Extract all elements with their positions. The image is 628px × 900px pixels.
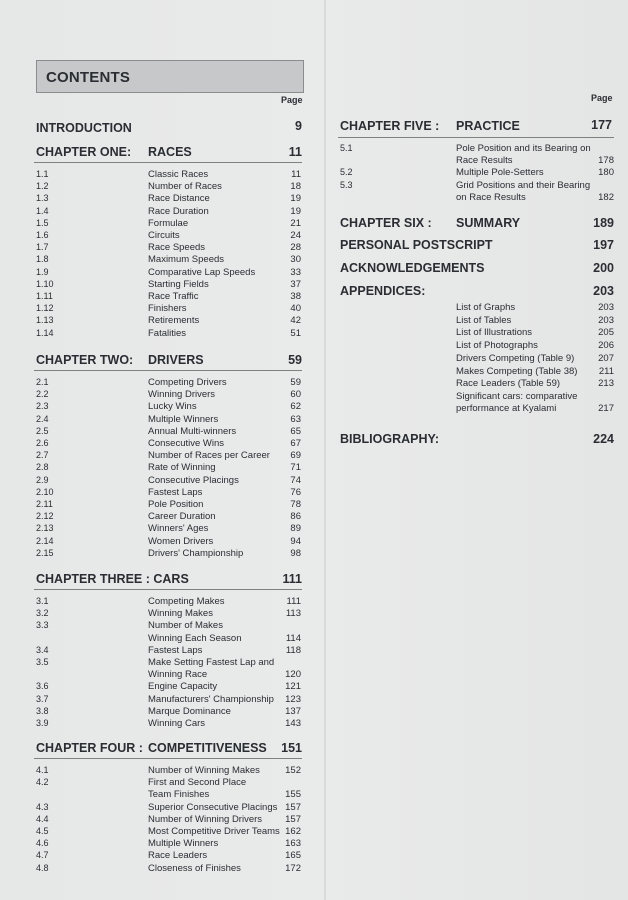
section-title: Race Speeds: [148, 242, 206, 254]
section-page: 162: [285, 826, 301, 837]
section-title: Number of Races: [148, 181, 222, 193]
section-title: Manufacturers' Championship: [148, 693, 274, 705]
section-number: 4.2: [36, 777, 49, 788]
section-number: 3.5: [36, 657, 49, 667]
section-number: 4.7: [36, 850, 49, 861]
section-title: Fastest Laps: [148, 486, 203, 498]
section-page: 163: [285, 838, 301, 850]
chapter-label: CHAPTER SIX :: [340, 216, 432, 230]
section-title: Competing Makes: [148, 596, 225, 607]
section-page: 28: [290, 242, 301, 254]
section-page: 62: [290, 401, 301, 413]
section-number: 2.5: [36, 425, 49, 436]
section-title: Pole Position and its Bearing on: [456, 143, 591, 154]
section-title: Retirements: [148, 315, 200, 327]
section-page: 21: [290, 217, 301, 229]
section-number: 3.1: [36, 596, 49, 606]
section-number: 5.1: [340, 143, 353, 153]
section-number: 2.15: [36, 547, 54, 558]
section-number: 1.4: [36, 205, 49, 216]
section-title: Pole Position: [148, 499, 204, 510]
section-number: 2.6: [36, 438, 49, 448]
section-page: 157: [285, 801, 301, 813]
section-title: Multiple Winners: [148, 838, 219, 850]
contents-heading-box: [36, 60, 304, 93]
section-page: 113: [285, 608, 301, 620]
section-page: 51: [290, 327, 301, 339]
chapter-page: 59: [288, 353, 302, 367]
section-page: 76: [290, 486, 301, 498]
section-page: 71: [290, 462, 301, 474]
section-page: 182: [598, 191, 614, 203]
section-page: 155: [285, 789, 301, 801]
section-title: Race Distance: [148, 193, 210, 205]
section-page: 67: [290, 438, 301, 449]
appendix-title: Race Leaders (Table 59): [456, 378, 561, 390]
section-page: 180: [598, 167, 614, 179]
appendix-page: 203: [598, 314, 614, 326]
section-page: 152: [285, 765, 301, 776]
section-number: 1.3: [36, 193, 49, 204]
section-page: 69: [290, 450, 301, 462]
section-title: Rate of Winning: [148, 462, 216, 474]
section-number: 2.3: [36, 401, 49, 412]
section-title: Winning Drivers: [148, 389, 216, 401]
section-title: Race Leaders: [148, 850, 208, 862]
section-title: Finishers: [148, 303, 187, 315]
chapter-page: 151: [281, 741, 302, 755]
section-page: 60: [290, 389, 301, 401]
appendix-title: Makes Competing (Table 38): [456, 365, 578, 377]
appendix-page: 203: [598, 302, 614, 313]
section-title: on Race Results: [456, 191, 526, 203]
appendix-title: List of Illustrations: [456, 327, 533, 339]
section-number: 2.11: [36, 499, 53, 509]
section-page: 24: [290, 230, 301, 241]
chapter-rule: [338, 137, 614, 138]
section-title: Winning Each Season: [148, 632, 242, 644]
chapter-rule: [34, 162, 302, 163]
chapter-page: 177: [591, 118, 612, 132]
postscript-page: 197: [593, 238, 614, 252]
section-title: Circuits: [148, 230, 180, 241]
section-page: 89: [290, 523, 301, 535]
section-number: 1.8: [36, 254, 49, 265]
section-title: Winning Cars: [148, 718, 206, 729]
section-page: 78: [290, 499, 301, 510]
chapter-rule: [34, 370, 302, 371]
appendix-title: List of Graphs: [456, 302, 516, 313]
section-number: 1.1: [36, 169, 49, 179]
appendices-label: APPENDICES:: [340, 284, 426, 298]
appendices-page: 203: [593, 284, 614, 298]
appendix-page: 213: [598, 378, 614, 390]
section-title: Competing Drivers: [148, 377, 227, 388]
section-title: Drivers' Championship: [148, 547, 244, 559]
section-title: Number of Winning Makes: [148, 765, 260, 776]
section-number: 2.12: [36, 511, 54, 522]
section-title: Classic Races: [148, 169, 209, 180]
section-page: 63: [290, 413, 301, 425]
section-title: Winning Makes: [148, 608, 213, 620]
chapter-label: CHAPTER ONE:: [36, 145, 132, 159]
section-title: First and Second Place: [148, 777, 247, 789]
section-number: 3.4: [36, 644, 49, 655]
chapter-rule: [34, 758, 302, 759]
section-page: 94: [290, 535, 301, 547]
bibliography-label: BIBLIOGRAPHY:: [340, 432, 440, 446]
section-title: Make Setting Fastest Lap and: [148, 657, 275, 668]
section-page: 98: [290, 547, 301, 559]
section-title: Annual Multi-winners: [148, 425, 237, 437]
page-column-header-right: Page: [591, 93, 613, 103]
chapter-label: CHAPTER TWO:: [36, 353, 134, 367]
section-page: 165: [285, 850, 301, 862]
section-title: Race Results: [456, 155, 513, 167]
section-number: 3.3: [36, 620, 49, 631]
section-number: 4.4: [36, 813, 49, 824]
chapter-page: 189: [593, 216, 614, 230]
appendix-title: Drivers Competing (Table 9): [456, 352, 575, 364]
introduction-label: INTRODUCTION: [36, 121, 132, 135]
page-column-header-left: Page: [281, 95, 303, 105]
section-number: 1.7: [36, 242, 49, 253]
section-number: 3.2: [36, 608, 49, 619]
page-fold: [324, 0, 326, 900]
section-page: 118: [285, 644, 301, 656]
section-number: 1.2: [36, 181, 49, 192]
section-title: Comparative Lap Speeds: [148, 266, 256, 278]
section-number: 4.5: [36, 826, 49, 836]
section-page: 33: [290, 266, 301, 278]
appendix-title: List of Tables: [456, 314, 512, 326]
section-title: Winning Race: [148, 669, 208, 681]
section-page: 19: [290, 205, 301, 217]
appendix-page: 211: [598, 365, 614, 377]
chapter-page: 111: [282, 572, 302, 586]
section-number: 2.8: [36, 462, 49, 473]
chapter-label: CHAPTER FOUR :: [36, 741, 143, 755]
section-number: 1.14: [36, 327, 54, 338]
chapter-title: PRACTICE: [456, 119, 520, 133]
bibliography-page: 224: [593, 432, 614, 446]
section-page: 37: [290, 278, 301, 290]
acknowledgements-label: ACKNOWLEDGEMENTS: [340, 261, 485, 275]
section-page: 178: [598, 155, 614, 167]
section-title: Race Duration: [148, 205, 209, 217]
section-title: Superior Consecutive Placings: [148, 801, 278, 813]
chapter-title: SUMMARY: [456, 216, 521, 230]
section-page: 59: [290, 377, 301, 388]
section-title: Fatalities: [148, 327, 187, 339]
appendix-title: performance at Kyalami: [456, 403, 557, 415]
postscript-label: PERSONAL POSTSCRIPT: [340, 238, 493, 252]
section-title: Career Duration: [148, 511, 216, 523]
section-number: 1.6: [36, 230, 49, 240]
section-title: Consecutive Placings: [148, 474, 239, 486]
section-number: 2.7: [36, 450, 49, 461]
section-title: Team Finishes: [148, 789, 210, 801]
section-number: 2.10: [36, 486, 54, 497]
section-number: 2.4: [36, 413, 49, 424]
section-number: 4.1: [36, 765, 49, 775]
appendix-title: List of Photographs: [456, 340, 538, 352]
section-page: 19: [290, 193, 301, 205]
section-page: 11: [291, 169, 301, 180]
section-number: 5.3: [340, 179, 353, 190]
section-page: 172: [285, 862, 301, 874]
section-title: Closeness of Finishes: [148, 862, 241, 874]
acknowledgements-page: 200: [593, 261, 614, 275]
section-page: 121: [285, 681, 301, 693]
section-number: 3.8: [36, 705, 49, 716]
section-title: Grid Positions and their Bearing: [456, 179, 591, 191]
appendix-title: Significant cars: comparative: [456, 390, 578, 402]
section-number: 1.9: [36, 266, 49, 277]
appendix-page: 206: [598, 340, 614, 352]
section-page: 137: [285, 705, 301, 717]
section-title: Number of Makes: [148, 620, 223, 632]
section-page: 111: [286, 596, 301, 607]
section-page: 40: [290, 303, 301, 315]
section-title: Formulae: [148, 217, 189, 229]
section-title: Winners' Ages: [148, 523, 209, 535]
section-title: Multiple Pole-Setters: [456, 167, 544, 179]
section-page: 120: [285, 669, 301, 681]
section-page: 143: [285, 718, 301, 729]
section-title: Number of Races per Career: [148, 450, 270, 462]
section-number: 1.11: [36, 291, 53, 301]
chapter-rule: [34, 589, 302, 590]
section-number: 2.1: [36, 377, 49, 387]
chapter-title: DRIVERS: [148, 353, 204, 367]
chapter-label: CHAPTER FIVE :: [340, 119, 440, 133]
section-page: 42: [290, 315, 301, 327]
appendix-page: 217: [598, 403, 614, 415]
section-number: 1.13: [36, 315, 54, 326]
section-title: Fastest Laps: [148, 644, 203, 656]
section-number: 3.7: [36, 693, 49, 704]
section-page: 114: [285, 632, 301, 644]
section-number: 4.3: [36, 801, 49, 812]
chapter-title: COMPETITIVENESS: [148, 741, 267, 755]
section-number: 1.5: [36, 217, 49, 228]
section-page: 157: [285, 813, 301, 825]
section-number: 2.13: [36, 523, 54, 534]
section-title: Multiple Winners: [148, 413, 219, 425]
section-number: 1.12: [36, 303, 54, 314]
section-number: 3.9: [36, 718, 49, 728]
section-page: 30: [290, 254, 301, 266]
section-number: 4.8: [36, 862, 49, 873]
section-number: 2.2: [36, 389, 49, 400]
section-number: 5.2: [340, 167, 353, 178]
section-number: 2.14: [36, 535, 54, 546]
section-number: 1.10: [36, 278, 54, 289]
section-number: 3.6: [36, 681, 49, 692]
appendix-page: 205: [598, 327, 614, 339]
section-title: Marque Dominance: [148, 705, 231, 717]
section-title: Most Competitive Driver Teams: [148, 826, 280, 837]
section-page: 18: [290, 181, 301, 193]
section-number: 2.9: [36, 474, 49, 485]
appendix-page: 207: [598, 352, 614, 364]
section-page: 65: [290, 425, 301, 437]
introduction-page: 9: [295, 119, 302, 133]
section-title: Engine Capacity: [148, 681, 218, 693]
section-title: Lucky Wins: [148, 401, 197, 413]
section-page: 86: [290, 511, 301, 523]
section-title: Starting Fields: [148, 278, 209, 290]
section-page: 74: [290, 474, 301, 486]
section-title: Women Drivers: [148, 535, 214, 547]
section-page: 38: [290, 291, 301, 302]
section-title: Consecutive Wins: [148, 438, 225, 449]
section-title: Race Traffic: [148, 291, 199, 302]
section-title: Maximum Speeds: [148, 254, 225, 266]
chapter-title: RACES: [148, 145, 192, 159]
section-page: 123: [285, 693, 301, 705]
chapter-page: 11: [288, 145, 302, 159]
section-number: 4.6: [36, 838, 49, 849]
chapter-label: CHAPTER THREE : CARS: [36, 572, 189, 586]
contents-title: CONTENTS: [46, 69, 131, 86]
section-title: Number of Winning Drivers: [148, 813, 263, 825]
